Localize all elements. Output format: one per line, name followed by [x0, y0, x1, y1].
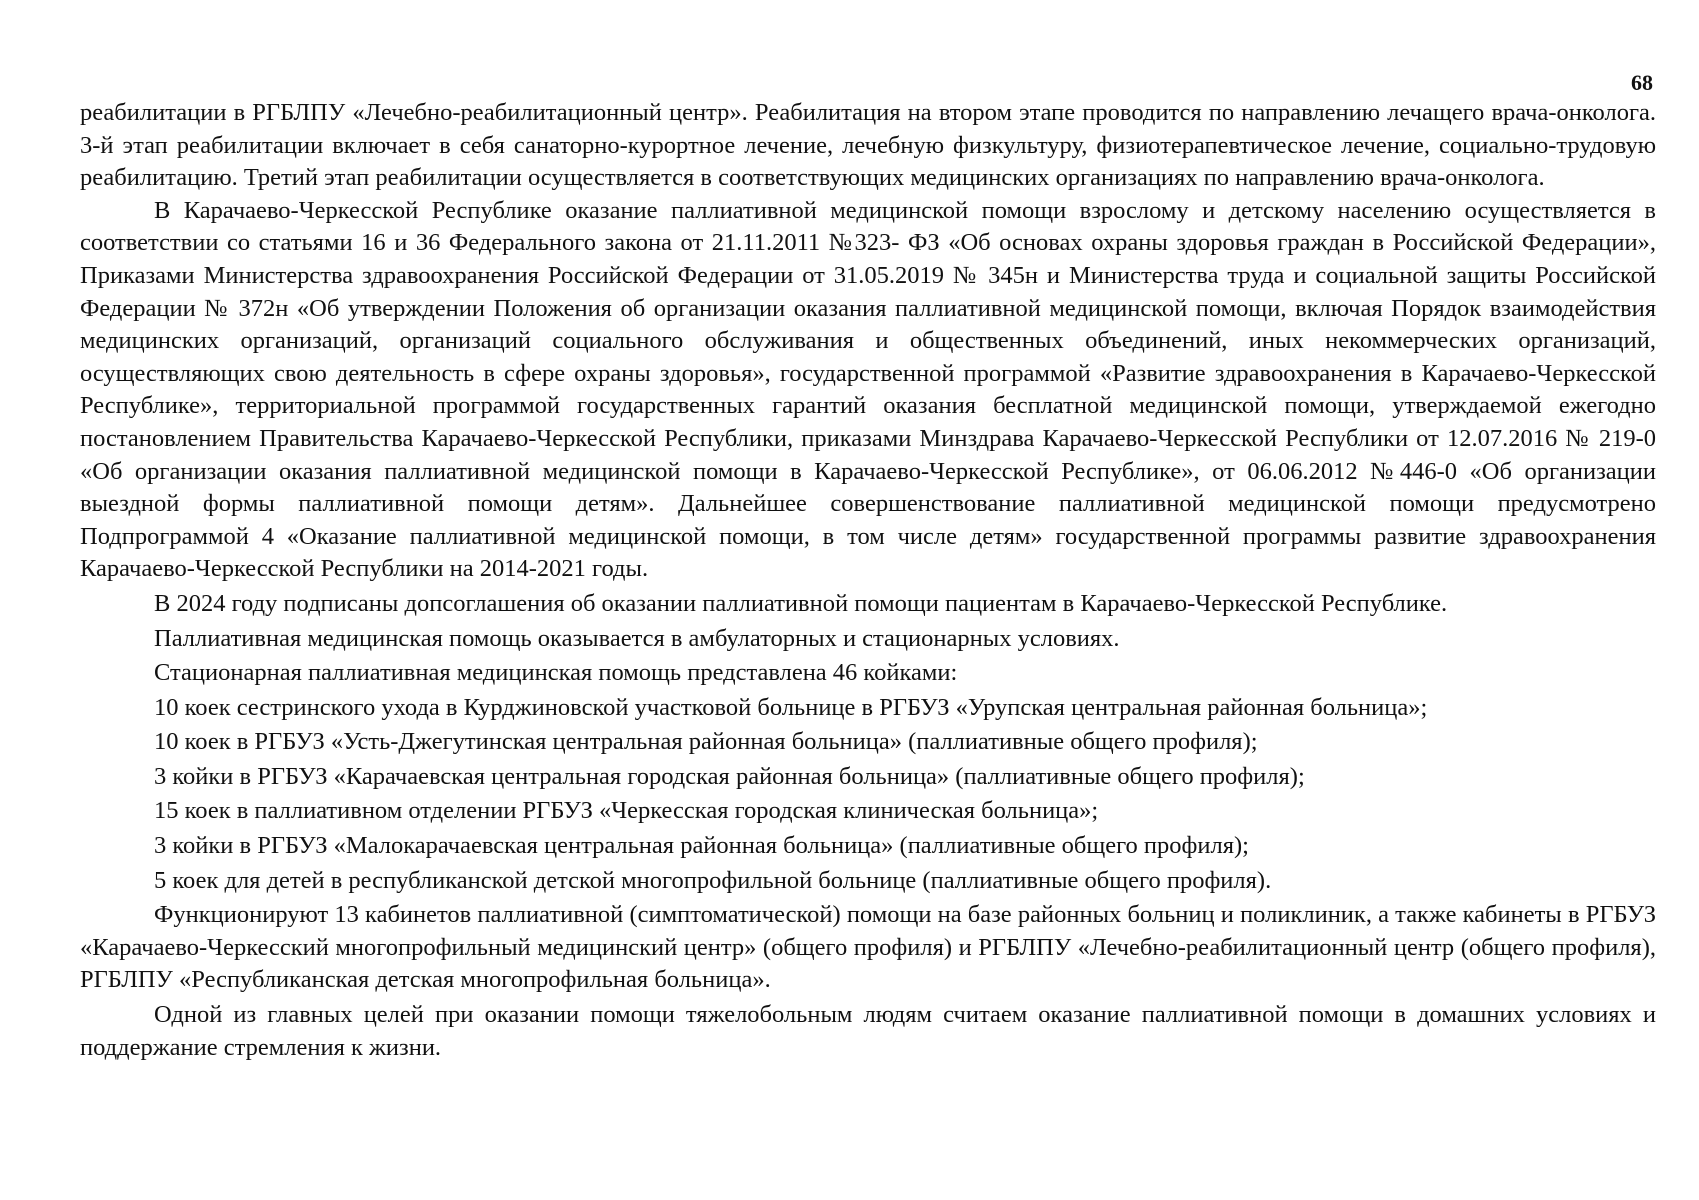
paragraph-legal-basis: В Карачаево-Черкесской Республике оказание паллиативной медицинской помощи взрослому и детскому населению осуществляется в соответствии со статьями 16 и 36 Федерального закона от 21.11.2011 №323- ФЗ «Об основах охраны здоровья граждан в Российской Федерации», Приказами Министерства здравоохранения Российской Федерации от 31.05.2019 № 345н и Министерства труда и социальной защиты Российской Федерации № 372н «Об утверждении Положения об организации оказания паллиативной медицинской помощи, включая Порядок взаимодействия медицинских организаций, организаций социального обслуживания и общественных объединений, иных некоммерческих организаций, осуществляющих свою деятельность в сфере охраны здоровья», государственной программой «Развитие здравоохранения в Карачаево-Черкесской Республике», территориальной программой государственных гарантий оказания бесплатной медицинской помощи, утверждаемой ежегодно постановлением Правительства Карачаево-Черкесской Республики, приказами Минздрава Карачаево-Черкесской Республики от 12.07.2016 № 219-0 «Об организации оказания паллиативной медицинской помощи в Карачаево-Черкесской Республике», от 06.06.2012 №446-0 «Об организации выездной формы паллиативной помощи детям». Дальнейшее совершенствование паллиативной медицинской помощи предусмотрено Подпрограммой 4 «Оказание паллиативной медицинской помощи, в том числе детям» государственной программы развитие здравоохранения Карачаево-Черкесской Республики на 2014-2021 годы. [80, 196, 1656, 583]
list-item-cherkesskaya: 15 коек в паллиативном отделении РГБУЗ «Черкесская городская клиническая больница»; [154, 797, 1099, 825]
paragraph-cabinets: Функционируют 13 кабинетов паллиативной (симптоматической) помощи на базе районных больниц и поликлиник, а также кабинеты в РГБУЗ «Карачаево-Черкесский многопрофильный медицинский центр» (общего профиля) и РГБЛПУ «Лечебно-реабилитационный центр (общего профиля), РГБЛПУ «Республиканская детская многопрофильная больница». [80, 901, 1656, 994]
paragraph-rehabilitation-continued: реабилитации в РГБЛПУ «Лечебно-реабилитационный центр». Реабилитация на втором этапе проводится по направлению лечащего врача-онколога. 3-й этап реабилитации включает в себя санаторно-курортное лечение, лечебную физкультуру, физиотерапевтическое лечение, социально-трудовую реабилитацию. Третий этап реабилитации осуществляется в соответствующих медицинских организациях по направлению врача-онколога. [80, 99, 1656, 192]
list-item-karachaevskaya: 3 койки в РГБУЗ «Карачаевская центральная городская районная больница» (паллиативные общего профиля); [154, 762, 1305, 790]
list-item-children: 5 коек для детей в республиканской детской многопрофильной больнице (паллиативные общего профиля). [154, 866, 1272, 894]
paragraph-home-care-goal: Одной из главных целей при оказании помощи тяжелобольным людям считаем оказание паллиативной помощи в домашних условиях и поддержание стремления к жизни. [80, 1001, 1656, 1061]
paragraph-care-conditions: Паллиативная медицинская помощь оказывается в амбулаторных и стационарных условиях. [154, 624, 1120, 652]
paragraph-bed-count: Стационарная паллиативная медицинская помощь представлена 46 койками: [154, 659, 958, 687]
page-number: 68 [1631, 70, 1653, 95]
list-item-ust-dzhegutinskaya: 10 коек в РГБУЗ «Усть-Джегутинская центральная районная больница» (паллиативные общего профиля); [154, 728, 1258, 756]
paragraph-agreements-2024: В 2024 году подписаны допсоглашения об оказании паллиативной помощи пациентам в Карачаево-Черкесской Республике. [154, 589, 1448, 617]
document-body [80, 97, 1656, 1064]
list-item-malokarachaevskaya: 3 койки в РГБУЗ «Малокарачаевская центральная районная больница» (паллиативные общего профиля); [154, 832, 1249, 860]
list-item-kurdzhinovskaya: 10 коек сестринского ухода в Курджиновской участковой больнице в РГБУЗ «Урупская центральная районная больница»; [154, 693, 1428, 721]
